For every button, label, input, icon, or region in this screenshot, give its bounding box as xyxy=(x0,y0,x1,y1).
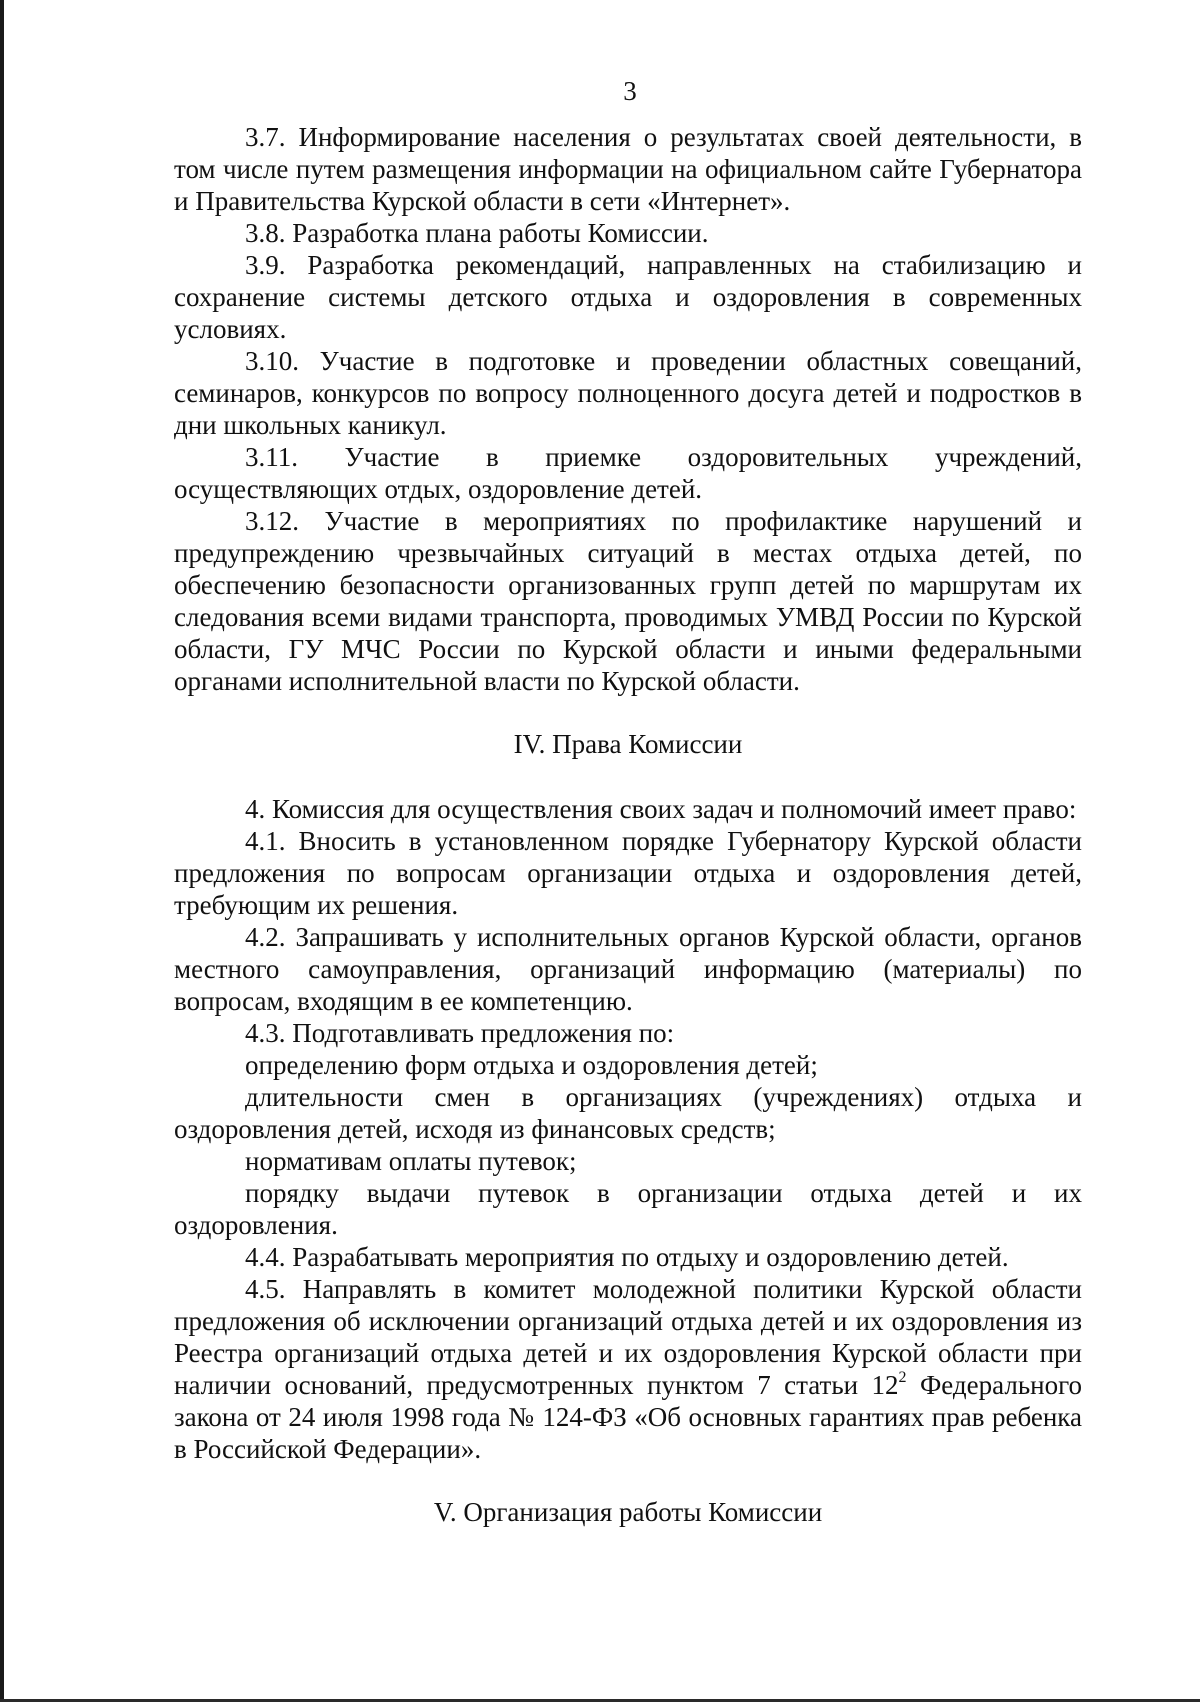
paragraph-4-3-vouchers: порядку выдачи путевок в организации отдыха детей и их оздоровления. xyxy=(174,1178,1082,1240)
section-heading-organization: V. Организация работы Комиссии xyxy=(433,1497,823,1527)
paragraph-4-3: 4.3. Подготавливать предложения по: xyxy=(245,1018,675,1048)
paragraph-4-5 xyxy=(174,1273,1082,1465)
paragraph-3-8: 3.8. Разработка плана работы Комиссии. xyxy=(245,218,709,248)
scan-edge-left xyxy=(0,0,4,1702)
paragraph-3-12: 3.12. Участие в мероприятиях по профилактике нарушений и предупреждению чрезвычайных ситуаций в местах отдыха детей, по обеспечению безопасности организованных групп детей по маршрутам их следования всеми видами транспорта, проводимых УМВД России по Курской области, ГУ МЧС России по Курской области и иными федеральными органами исполнительной власти по Курской области. xyxy=(174,506,1082,696)
paragraph-4: 4. Комиссия для осуществления своих задач и полномочий имеет право: xyxy=(245,794,1077,824)
paragraph-4-4: 4.4. Разрабатывать мероприятия по отдыху и оздоровлению детей. xyxy=(245,1242,1009,1272)
paragraph-3-11: 3.11. Участие в приемке оздоровительных учреждений, осуществляющих отдых, оздоровление детей. xyxy=(174,442,1082,504)
paragraph-4-3-forms: определению форм отдыха и оздоровления детей; xyxy=(245,1050,818,1080)
superscript-2: 2 xyxy=(898,1369,907,1386)
paragraph-3-9: 3.9. Разработка рекомендаций, направленных на стабилизацию и сохранение системы детского отдыха и оздоровления в современных условиях. xyxy=(174,250,1082,344)
paragraph-4-3-duration: длительности смен в организациях (учреждениях) отдыха и оздоровления детей, исходя из финансовых средств; xyxy=(174,1082,1082,1144)
section-heading-rights: IV. Права Комиссии xyxy=(513,729,743,759)
paragraph-4-2: 4.2. Запрашивать у исполнительных органов Курской области, органов местного самоуправления, организаций информацию (материалы) по вопросам, входящим в ее компетенцию. xyxy=(174,922,1082,1016)
paragraph-4-5-text: 4.5. Направлять в комитет молодежной политики Курской области предложения об исключении организаций отдыха детей и их оздоровления из Реестра организаций отдыха детей и их оздоровления Курской области при наличии оснований, предусмотренных пунктом 7 статьи 12 xyxy=(174,1274,1082,1400)
paragraph-3-7: 3.7. Информирование населения о результатах своей деятельности, в том числе путем размещения информации на официальном сайте Губернатора и Правительства Курской области в сети «Интернет». xyxy=(174,122,1082,216)
paragraph-3-10: 3.10. Участие в подготовке и проведении областных совещаний, семинаров, конкурсов по вопросу полноценного досуга детей и подростков в дни школьных каникул. xyxy=(174,346,1082,440)
paragraph-4-5-text-end: Федерального закона от 24 июля 1998 года № 124-ФЗ «Об основных гарантиях прав ребенка в Российской Федерации». xyxy=(174,1370,1082,1464)
page-number: 3 xyxy=(623,76,637,106)
paragraph-4-1: 4.1. Вносить в установленном порядке Губернатору Курской области предложения по вопросам организации отдыха и оздоровления детей, требующим их решения. xyxy=(174,826,1082,920)
paragraph-4-3-payment: нормативам оплаты путевок; xyxy=(245,1146,577,1176)
document-body xyxy=(174,121,1082,1528)
